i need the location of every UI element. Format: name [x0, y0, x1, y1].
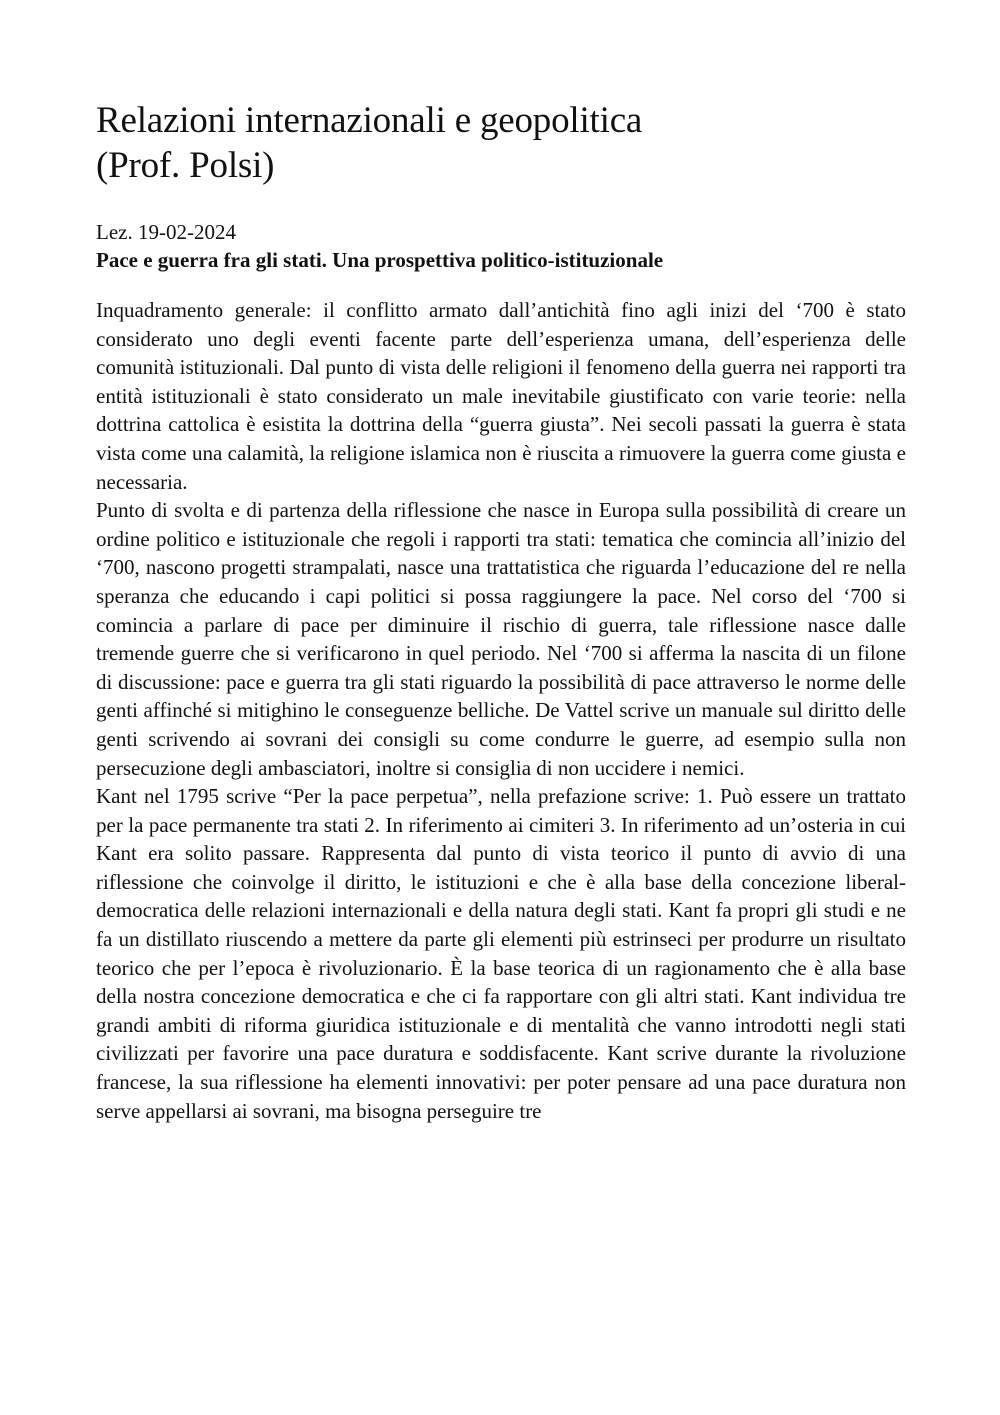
lecture-heading: Pace e guerra fra gli stati. Una prospettiva politico-istituzionale [96, 248, 664, 272]
paragraph-intro: Inquadramento generale: il conflitto armato dall’antichità fino agli inizi del ‘700 è stato considerato uno degli eventi facente parte dell’esperienza umana, dell’esperienza delle comunità istituzionali. Dal punto di vista delle religioni il fenomeno della guerra nei rapporti tra entità istituzionali è stato considerato un male inevitabile giustificato con varie teorie: nella dottrina cattolica è esistita la dottrina della “guerra giusta”. Nei secoli passati la guerra è stata vista come una calamità, la religione islamica non è riuscita a rimuovere la guerra come giusta e necessaria. [96, 298, 906, 494]
document-title-line-1: Relazioni internazionali e geopolitica [96, 100, 643, 141]
document-page [96, 98, 906, 1125]
paragraph-kant: Kant nel 1795 scrive “Per la pace perpetua”, nella prefazione scrive: 1. Può essere un trattato per la pace permanente tra stati 2. In riferimento ai cimiteri 3. In riferimento ad un’osteria in cui Kant era solito passare. Rappresenta dal punto di vista teorico il punto di avvio di una riflessione che coinvolge il diritto, le istituzioni e che è alla base della concezione liberal-democratica delle relazioni internazionali e della natura degli stati. Kant fa propri gli studi e ne fa un distillato riuscendo a mettere da parte gli elementi più estrinseci per produrre un risultato teorico che per l’epoca è rivoluzionario. È la base teorica di un ragionamento che è alla base della nostra concezione democratica e che ci fa rapportare con gli altri stati. Kant individua tre grandi ambiti di riforma giuridica istituzionale e di mentalità che vanno introdotti negli stati civilizzati per favorire una pace duratura e soddisfacente. Kant scrive durante la rivoluzione francese, la sua riflessione ha elementi innovativi: per poter pensare ad una pace duratura non serve appellarsi ai sovrani, ma bisogna perseguire tre [96, 784, 906, 1123]
lecture-date: Lez. 19-02-2024 [96, 220, 236, 244]
document-title [96, 98, 906, 188]
paragraph-turning-point: Punto di svolta e di partenza della riflessione che nasce in Europa sulla possibilità di creare un ordine politico e istituzionale che regoli i rapporti tra stati: tematica che comincia all’inizio del ‘700, nascono progetti strampalati, nasce una trattatistica che riguarda l’educazione del re nella speranza che educando i capi politici si possa raggiungere la pace. Nel corso del ‘700 si comincia a parlare di pace per diminuire il rischio di guerra, tale riflessione nasce dalle tremende guerre che si verificarono in quel periodo. Nel ‘700 si afferma la nascita di un filone di discussione: pace e guerra tra gli stati riguardo la possibilità di pace attraverso le norme delle genti affinché si mitighino le conseguenze belliche. De Vattel scrive un manuale sul diritto delle genti scrivendo ai sovrani dei consigli su come condurre le guerre, ad esempio sulla non persecuzione degli ambasciatori, inoltre si consiglia di non uccidere i nemici. [96, 498, 906, 780]
document-title-line-2: (Prof. Polsi) [96, 145, 275, 186]
